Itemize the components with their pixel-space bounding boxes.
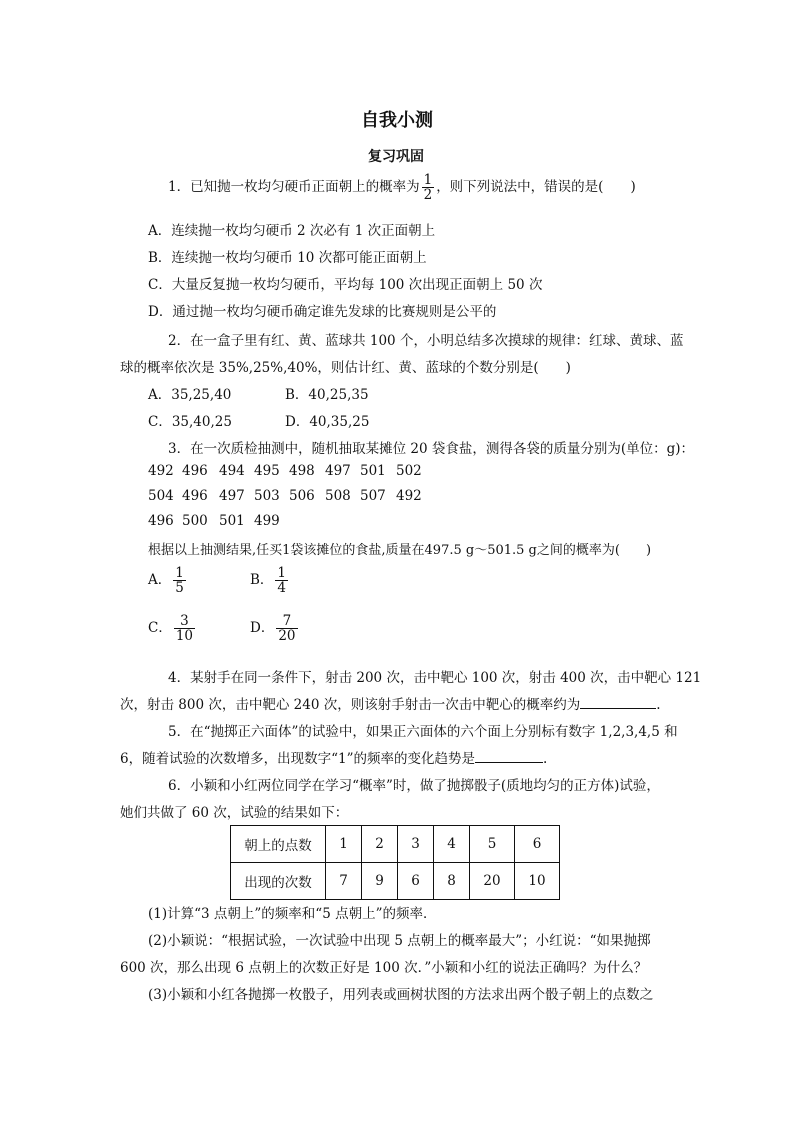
q1-option-c: C．大量反复抛一枚均匀硬币，平均每 100 次出现正面朝上 50 次 bbox=[148, 277, 543, 293]
table-cell: 7 bbox=[326, 863, 362, 900]
row-header-counts: 出现的次数 bbox=[231, 863, 326, 900]
q3-option-b bbox=[250, 566, 290, 595]
section-title: 复习巩固 bbox=[368, 149, 424, 165]
frac-den: 20 bbox=[278, 628, 296, 645]
q3-value: 506 bbox=[289, 488, 315, 504]
q4-line-1: 4．某射手在同一条件下，射击 200 次，击中靶心 100 次，射击 400 次，击中靶心 121 bbox=[168, 670, 702, 686]
q5-line-1: 5．在“抛掷正六面体”的试验中，如果正六面体的六个面上分别标有数字 1,2,3,4,5 和 bbox=[168, 724, 678, 740]
frac-num: 3 bbox=[180, 613, 189, 629]
q3-value: 494 bbox=[219, 463, 245, 479]
table-cell: 9 bbox=[362, 863, 398, 900]
q3-option-a-label: A． bbox=[148, 572, 172, 589]
q4-tail: . bbox=[656, 697, 661, 713]
q3-value: 508 bbox=[325, 488, 351, 504]
table-cell: 20 bbox=[470, 863, 515, 900]
q6-sub-3: (3)小颖和小红各抛掷一枚骰子，用列表或画树状图的方法求出两个骰子朝上的点数之 bbox=[148, 987, 654, 1003]
q1-fraction bbox=[422, 173, 435, 202]
q5-line-2-text: 6，随着试验的次数增多，出现数字“1”的频率的变化趋势是 bbox=[120, 751, 475, 767]
table-cell: 6 bbox=[515, 826, 560, 863]
q3-value: 497 bbox=[325, 463, 351, 479]
page-title: 自我小测 bbox=[361, 110, 433, 131]
q3-option-c bbox=[148, 614, 197, 643]
q3-value: 495 bbox=[254, 463, 280, 479]
q2-option-a: A．35,25,40 bbox=[148, 387, 232, 403]
q1-frac-den: 2 bbox=[423, 187, 433, 204]
q3-line-2: 根据以上抽测结果,任买1袋该摊位的食盐,质量在497.5 g～501.5 g之间的概率为( ) bbox=[148, 543, 652, 558]
row-header-points: 朝上的点数 bbox=[231, 826, 326, 863]
frac-num: 7 bbox=[282, 613, 292, 629]
q1-frac-num: 1 bbox=[423, 172, 433, 188]
q3-option-c-fraction bbox=[174, 614, 195, 643]
q3-value: 502 bbox=[396, 463, 422, 479]
q1-option-a: A．连续抛一枚均匀硬币 2 次必有 1 次正面朝上 bbox=[148, 223, 436, 239]
q3-value: 507 bbox=[360, 488, 386, 504]
q2-option-d: D．40,35,25 bbox=[285, 414, 370, 430]
q3-value: 503 bbox=[254, 488, 280, 504]
table-cell: 1 bbox=[326, 826, 362, 863]
table-cell: 5 bbox=[470, 826, 515, 863]
q3-option-c-label: C． bbox=[148, 620, 172, 637]
q3-option-d-label: D． bbox=[250, 620, 275, 637]
q3-value: 492 bbox=[148, 463, 174, 479]
q2-line-1: 2．在一盒子里有红、黄、蓝球共 100 个，小明总结多次摸球的规律：红球、黄球、蓝 bbox=[168, 333, 684, 349]
frac-num: 1 bbox=[277, 565, 287, 581]
q4-answer-blank[interactable] bbox=[580, 707, 656, 709]
table-cell: 10 bbox=[515, 863, 560, 900]
table-cell: 4 bbox=[434, 826, 470, 863]
q2-line-2: 球的概率依次是 35%,25%,40%，则估计红、黄、蓝球的个数分别是( ) bbox=[120, 360, 571, 376]
q6-line-2: 她们共做了 60 次，试验的结果如下： bbox=[120, 805, 349, 821]
q6-sub-2-line-1: (2)小颖说：“根据试验，一次试验中出现 5 点朝上的概率最大”；小红说：“如果抛掷 bbox=[148, 933, 651, 949]
q3-value: 500 bbox=[182, 513, 208, 529]
q3-value: 504 bbox=[148, 488, 174, 504]
table-cell: 2 bbox=[362, 826, 398, 863]
q3-value: 496 bbox=[182, 488, 208, 504]
frac-den: 10 bbox=[175, 628, 194, 645]
q6-sub-2-line-2: 600 次，那么出现 6 点朝上的次数正好是 100 次．”小颖和小红的说法正确吗？为什么？ bbox=[120, 960, 648, 976]
q3-option-a-fraction bbox=[173, 566, 186, 595]
table-row bbox=[231, 826, 560, 863]
q3-value: 492 bbox=[396, 488, 422, 504]
q3-value: 499 bbox=[254, 513, 280, 529]
q3-value: 501 bbox=[360, 463, 386, 479]
q3-value: 496 bbox=[182, 463, 208, 479]
q3-option-a bbox=[148, 566, 188, 595]
q2-option-c: C．35,40,25 bbox=[148, 414, 232, 430]
q5-answer-blank[interactable] bbox=[475, 761, 543, 763]
q2-option-b: B．40,25,35 bbox=[285, 387, 369, 403]
frac-den: 5 bbox=[175, 580, 184, 597]
q6-line-1: 6．小颖和小红两位同学在学习“概率”时，做了抛掷骰子(质地均匀的正方体)试验， bbox=[168, 778, 660, 794]
table-cell: 6 bbox=[398, 863, 434, 900]
q4-line-2 bbox=[120, 693, 661, 713]
q6-sub-1: (1)计算“3 点朝上”的频率和“5 点朝上”的频率． bbox=[148, 906, 437, 922]
q1-stem-after: ，则下列说法中，错误的是( ) bbox=[436, 179, 636, 196]
q3-option-b-fraction bbox=[275, 566, 288, 595]
q5-tail: . bbox=[542, 751, 548, 767]
q3-value: 501 bbox=[219, 513, 245, 529]
frac-den: 4 bbox=[277, 580, 287, 597]
q3-value: 497 bbox=[219, 488, 245, 504]
q3-value: 496 bbox=[148, 513, 174, 529]
q1-option-d: D．通过抛一枚均匀硬币确定谁先发球的比赛规则是公平的 bbox=[148, 304, 497, 320]
frac-num: 1 bbox=[175, 565, 184, 581]
q3-option-d bbox=[250, 614, 300, 643]
q3-option-d-fraction bbox=[276, 614, 297, 643]
q6-results-table bbox=[230, 825, 560, 900]
q1-option-b: B．连续抛一枚均匀硬币 10 次都可能正面朝上 bbox=[148, 250, 427, 266]
table-row bbox=[231, 863, 560, 900]
q3-line-1: 3．在一次质检抽测中，随机抽取某摊位 20 袋食盐，测得各袋的质量分别为(单位：g)： bbox=[168, 441, 695, 457]
q1-stem bbox=[168, 173, 636, 202]
q1-stem-before: 1．已知抛一枚均匀硬币正面朝上的概率为 bbox=[168, 179, 420, 196]
q3-option-b-label: B． bbox=[250, 572, 274, 589]
table-cell: 8 bbox=[434, 863, 470, 900]
table-cell: 3 bbox=[398, 826, 434, 863]
q3-value: 498 bbox=[289, 463, 315, 479]
q5-line-2 bbox=[120, 747, 547, 767]
q4-line-2-text: 次，射击 800 次，击中靶心 240 次，则该射手射击一次击中靶心的概率约为 bbox=[120, 697, 581, 713]
